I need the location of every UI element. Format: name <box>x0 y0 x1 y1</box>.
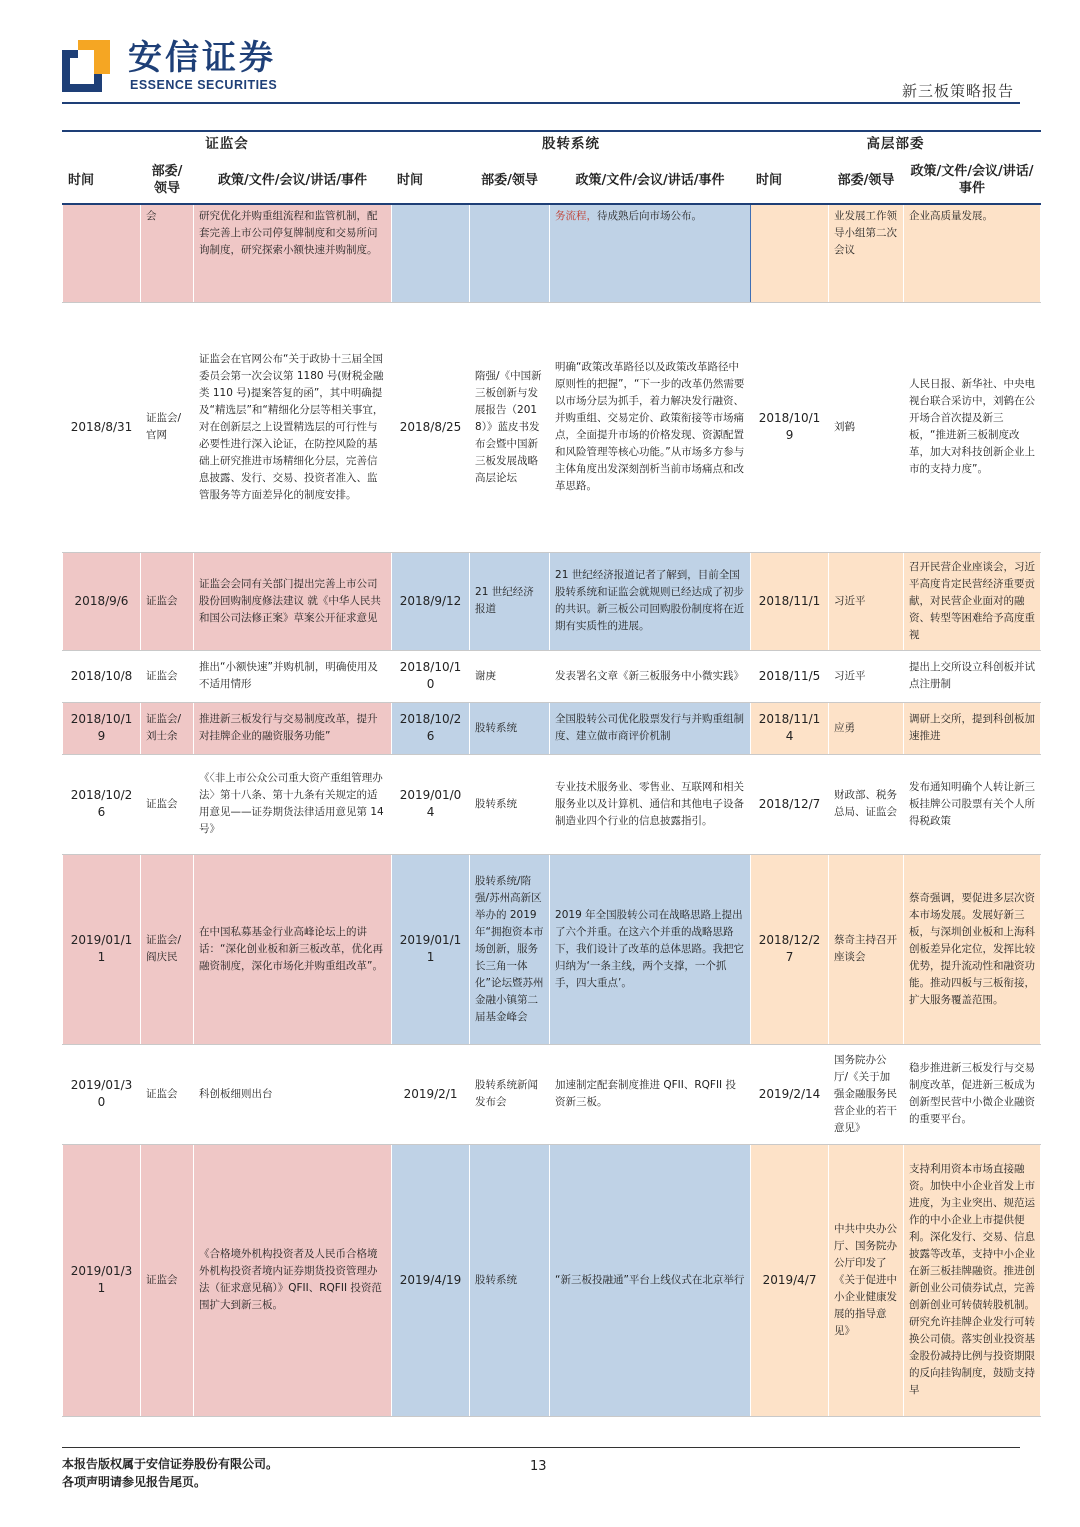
neeq-policy: 加速制定配套制度推进 QFII、RQFII 投资新三板。 <box>550 1044 751 1144</box>
group-header-neeq: 股转系统 <box>392 131 751 157</box>
high-policy: 支持利用资本市场直接融资。加快中小企业首发上市进度，为主业突出、规范运作的中小企业上市提供便利。深化发行、交易、信息披露等改革，支持中小企业在新三板挂牌融资。推进创新创业公司债券试点，完善创新创业可转债转股机制。研究允许挂牌企业发行可转换公司债。落实创业投资基金股份减持比例与投资期限的反向挂钩制度，鼓励支持早 <box>904 1144 1041 1416</box>
csrc-dept: 证监会 <box>141 650 194 702</box>
neeq-dept: 股转系统/隋强/苏州高新区举办的 2019 年“拥抱资本市场创新，服务长三角一体化”论坛暨苏州金融小镇第二届基金峰会 <box>470 854 550 1044</box>
table-row <box>63 1044 1041 1144</box>
high-policy: 蔡奇强调，要促进多层次资本市场发展。发展好新三板，与深圳创业板和上海科创板差异化定位，发挥比较优势，提升流动性和融资功能。推动四板与三板衔接，扩大服务覆盖范围。 <box>904 854 1041 1044</box>
disclaimer-line: 各项声明请参见报告尾页。 <box>62 1475 207 1489</box>
company-logo <box>62 38 282 98</box>
csrc-date: 2019/01/31 <box>63 1144 141 1416</box>
table-row <box>63 302 1041 552</box>
neeq-dept: 21 世纪经济报道 <box>470 552 550 650</box>
high-date: 2018/12/7 <box>751 754 829 854</box>
neeq-date: 2018/10/26 <box>392 702 470 754</box>
col-header-dept: 部委/领导 <box>829 157 904 205</box>
high-policy: 提出上交所设立科创板并试点注册制 <box>904 650 1041 702</box>
table-row <box>63 650 1041 702</box>
table-row <box>63 702 1041 754</box>
csrc-policy: 推进新三板发行与交易制度改革，提升对挂牌企业的融资服务功能” <box>194 702 392 754</box>
csrc-policy: 科创板细则出台 <box>194 1044 392 1144</box>
neeq-dept: 股转系统 <box>470 702 550 754</box>
neeq-dept: 隋强/《中国新三板创新与发展报告（2018）》蓝皮书发布会暨中国新三板发展战略高层论坛 <box>470 302 550 552</box>
header-divider <box>62 102 1020 104</box>
neeq-policy: 2019 年全国股转公司在战略思路上提出了六个并重。在这六个并重的战略思路下，我们设计了改革的总体思路。我把它归纳为‘一条主线，两个支撑，一个抓手，四大重点’。 <box>550 854 751 1044</box>
neeq-policy: 明确“政策改革路径以及政策改革路径中原则性的把握”，“下一步的改革仍然需要以市场分层为抓手，着力解决发行融资、并购重组、交易定价、政策衔接等市场痛点，全面提升市场的价格发现、资源配置和风险管理等核心功能。”从市场多方参与主体角度出发深刻剖析当前市场痛点和改革思路。 <box>550 302 751 552</box>
csrc-date: 2018/10/19 <box>63 702 141 754</box>
group-header-csrc: 证监会 <box>63 131 392 157</box>
neeq-policy: “新三板投融通”平台上线仪式在北京举行 <box>550 1144 751 1416</box>
csrc-date: 2019/01/30 <box>63 1044 141 1144</box>
table-row <box>63 1144 1041 1416</box>
csrc-date: 2018/10/26 <box>63 754 141 854</box>
high-date: 2018/11/1 <box>751 552 829 650</box>
high-dept: 财政部、税务总局、证监会 <box>829 754 904 854</box>
csrc-date <box>63 204 141 302</box>
table-row <box>63 754 1041 854</box>
csrc-policy: 在中国私募基金行业高峰论坛上的讲话：“深化创业板和新三板改革，优化再融资制度，深化市场化并购重组改革”。 <box>194 854 392 1044</box>
col-header-time: 时间 <box>392 157 470 205</box>
footer-divider <box>62 1447 1020 1448</box>
policy-timeline-table <box>62 130 1041 1417</box>
high-policy: 稳步推进新三板发行与交易制度改革，促进新三板成为创新型民营中小微企业融资的重要平台。 <box>904 1044 1041 1144</box>
neeq-policy: 发表署名文章《新三板服务中小微实践》 <box>550 650 751 702</box>
csrc-policy: 推出“小额快速”并购机制，明确使用及不适用情形 <box>194 650 392 702</box>
page-number: 13 <box>530 1459 547 1474</box>
high-dept: 国务院办公厅/《关于加强金融服务民营企业的若干意见》 <box>829 1044 904 1144</box>
neeq-date <box>392 204 470 302</box>
neeq-date: 2018/8/25 <box>392 302 470 552</box>
csrc-policy: 证监会在官网公布“关于政协十三届全国委员会第一次会议第 1180 号(财税金融类 110 号)提案答复的函”，其中明确提及“精选层”和“精细化分层等相关事宜，对在创新层之上设置精选层的可行性与必要性进行深入论证，在防控风险的基础上研究推进市场精细化分层，完善信息披露、发行、交易、投资者准入、监管服务等方面差异化的制度安排。 <box>194 302 392 552</box>
col-header-time: 时间 <box>751 157 829 205</box>
neeq-dept: 股转系统新闻发布会 <box>470 1044 550 1144</box>
company-name-en: ESSENCE SECURITIES <box>130 78 278 92</box>
high-policy: 人民日报、新华社、中央电视台联合采访中，刘鹤在公开场合首次提及新三板，“推进新三板制度改革，加大对科技创新企业上市的支持力度”。 <box>904 302 1041 552</box>
csrc-dept: 证监会 <box>141 1144 194 1416</box>
neeq-date: 2019/01/04 <box>392 754 470 854</box>
high-dept: 中共中央办公厅、国务院办公厅印发了《关于促进中小企业健康发展的指导意见》 <box>829 1144 904 1416</box>
neeq-policy: 专业技术服务业、零售业、互联网和相关服务业以及计算机、通信和其他电子设备制造业四个行业的信息披露指引。 <box>550 754 751 854</box>
neeq-date: 2019/4/19 <box>392 1144 470 1416</box>
csrc-dept: 证监会 <box>141 552 194 650</box>
neeq-policy <box>550 204 751 302</box>
neeq-date: 2019/2/1 <box>392 1044 470 1144</box>
csrc-dept: 证监会 <box>141 1044 194 1144</box>
csrc-date: 2018/9/6 <box>63 552 141 650</box>
copyright-line: 本报告版权属于安信证券股份有限公司。 <box>62 1457 279 1471</box>
neeq-policy-text: 待成熟后向市场公布。 <box>597 210 703 222</box>
high-date <box>751 204 829 302</box>
high-policy: 调研上交所，提到科创板加速推进 <box>904 702 1041 754</box>
table-row <box>63 552 1041 650</box>
csrc-policy: 研究优化并购重组流程和监管机制，配套完善上市公司停复牌制度和交易所问询制度，研究探索小额快速并购制度。 <box>194 204 392 302</box>
neeq-policy-highlight: 务流程， <box>555 210 598 222</box>
high-date: 2018/11/5 <box>751 650 829 702</box>
copyright-notice <box>62 1455 278 1491</box>
neeq-policy: 全国股转公司优化股票发行与并购重组制度、建立做市商评价机制 <box>550 702 751 754</box>
high-dept: 刘鹤 <box>829 302 904 552</box>
company-name-cn: 安信证券 <box>128 38 276 78</box>
csrc-date: 2018/10/8 <box>63 650 141 702</box>
high-dept: 蔡奇主持召开座谈会 <box>829 854 904 1044</box>
col-header-policy: 政策/文件/会议/讲话/事件 <box>550 157 751 205</box>
high-date: 2018/12/27 <box>751 854 829 1044</box>
high-policy: 企业高质量发展。 <box>904 204 1041 302</box>
csrc-dept: 证监会/刘士余 <box>141 702 194 754</box>
col-header-policy: 政策/文件/会议/讲话/事件 <box>904 157 1041 205</box>
csrc-policy: 证监会会同有关部门提出完善上市公司股份回购制度修法建议 就《中华人民共和国公司法修正案》草案公开征求意见 <box>194 552 392 650</box>
high-dept: 习近平 <box>829 552 904 650</box>
essence-logo-icon <box>62 40 110 92</box>
high-dept: 习近平 <box>829 650 904 702</box>
high-dept: 业发展工作领导小组第二次会议 <box>829 204 904 302</box>
high-date: 2018/10/19 <box>751 302 829 552</box>
high-policy: 发布通知明确个人转让新三板挂牌公司股票有关个人所得税政策 <box>904 754 1041 854</box>
col-header-time: 时间 <box>63 157 141 205</box>
report-title: 新三板策略报告 <box>901 82 1014 100</box>
csrc-date: 2018/8/31 <box>63 302 141 552</box>
group-header-high: 高层部委 <box>751 131 1041 157</box>
neeq-date: 2018/9/12 <box>392 552 470 650</box>
csrc-dept: 证监会/阎庆民 <box>141 854 194 1044</box>
neeq-dept: 股转系统 <box>470 754 550 854</box>
high-date: 2019/4/7 <box>751 1144 829 1416</box>
csrc-date: 2019/01/11 <box>63 854 141 1044</box>
table-row <box>63 204 1041 302</box>
csrc-policy: 《〈非上市公众公司重大资产重组管理办法〉第十八条、第十九条有关规定的适用意见——证券期货法律适用意见第 14 号》 <box>194 754 392 854</box>
csrc-dept: 会 <box>141 204 194 302</box>
high-dept: 应勇 <box>829 702 904 754</box>
csrc-policy: 《合格境外机构投资者及人民币合格境外机构投资者境内证券期货投资管理办法（征求意见稿）》QFII、RQFII 投资范围扩大到新三板。 <box>194 1144 392 1416</box>
high-date: 2018/11/14 <box>751 702 829 754</box>
col-header-dept: 部委/领导 <box>470 157 550 205</box>
neeq-date: 2018/10/10 <box>392 650 470 702</box>
neeq-date: 2019/01/11 <box>392 854 470 1044</box>
neeq-dept <box>470 204 550 302</box>
col-header-dept: 部委/领导 <box>141 157 194 205</box>
high-policy: 召开民营企业座谈会，习近平高度肯定民营经济重要贡献，对民营企业面对的融资、转型等困难给予高度重视 <box>904 552 1041 650</box>
neeq-dept: 谢庚 <box>470 650 550 702</box>
neeq-policy: 21 世纪经济报道记者了解到，目前全国股转系统和证监会就规则已经达成了初步的共识。新三板公司回购股份制度将在近期有实质性的进展。 <box>550 552 751 650</box>
table-row <box>63 854 1041 1044</box>
col-header-policy: 政策/文件/会议/讲话/事件 <box>194 157 392 205</box>
neeq-dept: 股转系统 <box>470 1144 550 1416</box>
csrc-dept: 证监会 <box>141 754 194 854</box>
high-date: 2019/2/14 <box>751 1044 829 1144</box>
csrc-dept: 证监会/官网 <box>141 302 194 552</box>
